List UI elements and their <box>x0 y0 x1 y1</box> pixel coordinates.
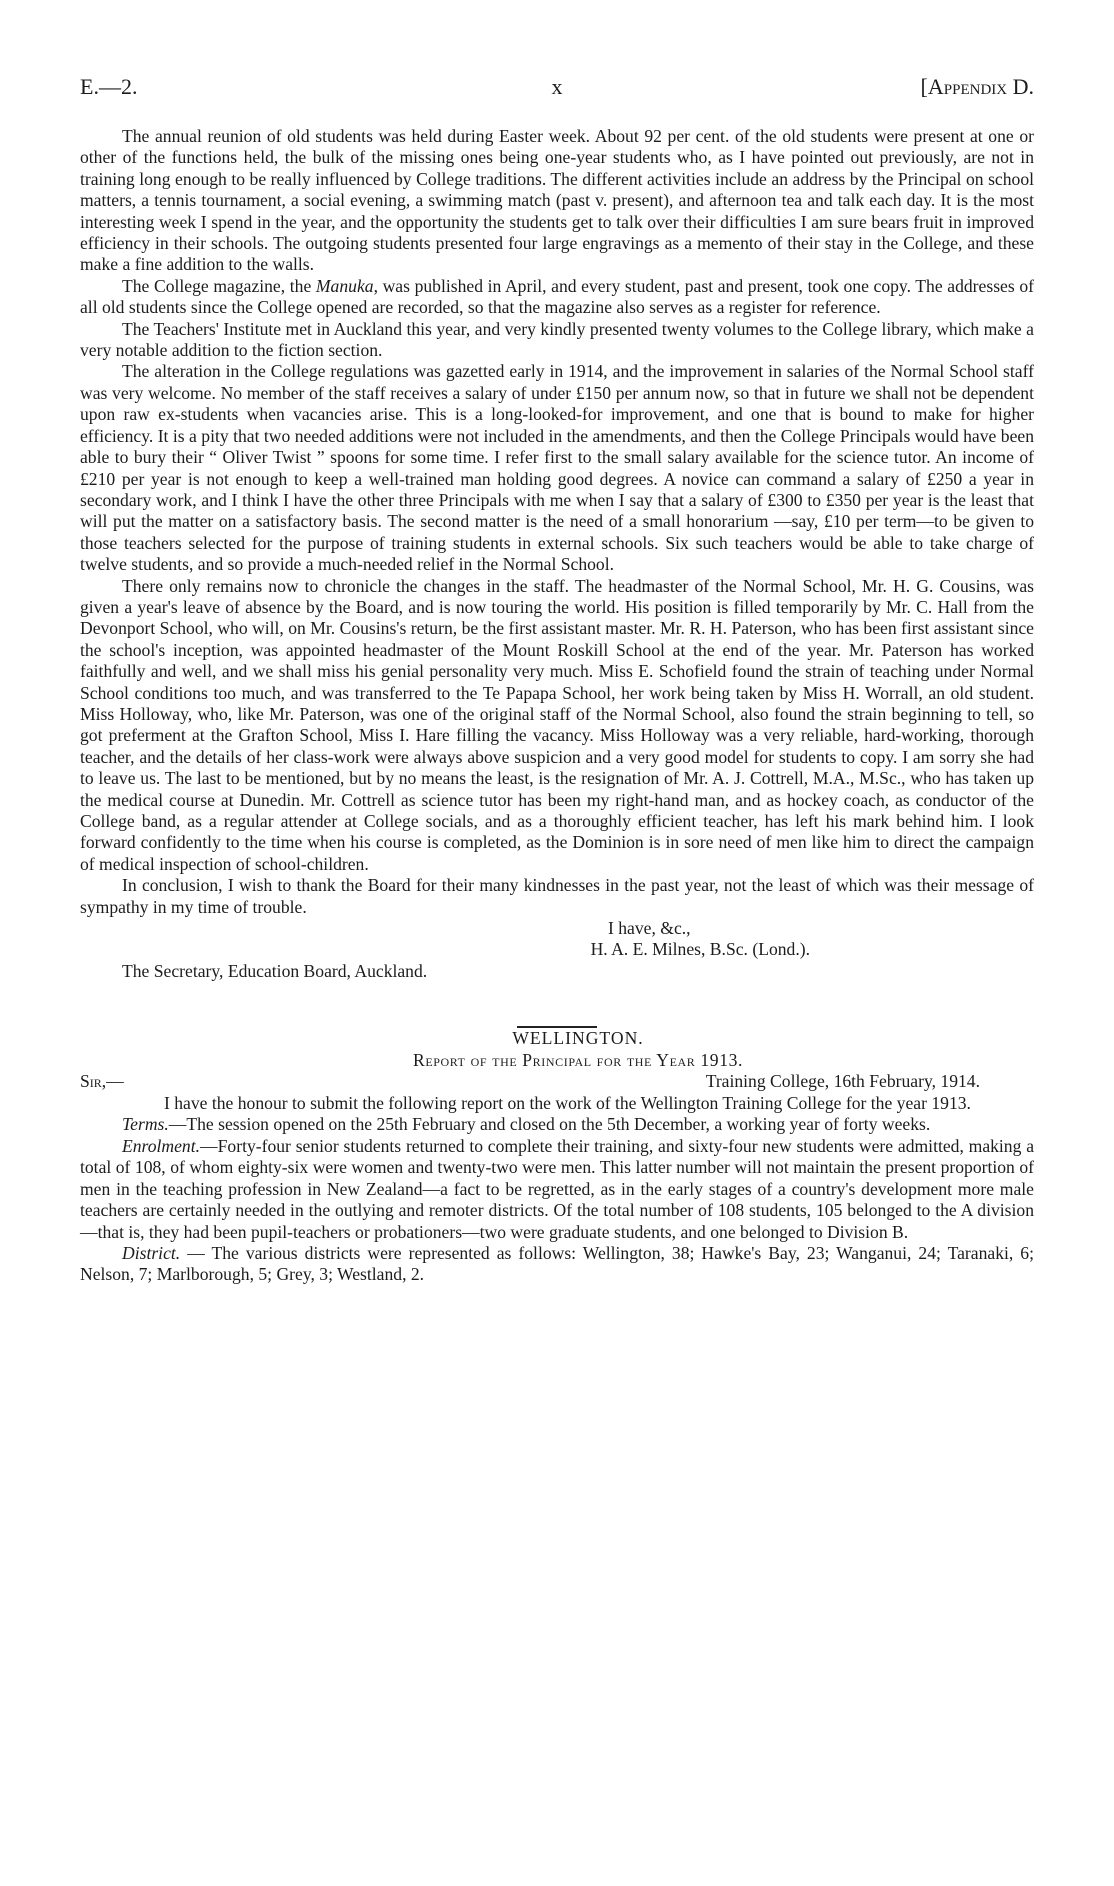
place-date: Training College, 16th February, 1914. <box>705 1071 980 1092</box>
page-header <box>80 74 1034 104</box>
section-heading-wellington: WELLINGTON. <box>512 1028 644 1049</box>
paragraph-enrolment <box>80 1136 1034 1243</box>
paragraph-magazine <box>80 276 1034 319</box>
closing-line: I have, &c., <box>608 918 691 939</box>
terms-label: Terms. <box>122 1114 169 1135</box>
signature-text: H. A. E. Milnes, B.Sc. (Lond.). <box>590 939 810 960</box>
paragraph-magazine-end: , was published in April, and every student, past and present, took one copy. The addresses of all old students since the College opened are recorded, so that the magazine also serves as a register for reference. <box>80 275 1034 318</box>
paragraph-intro: I have the honour to submit the following report on the work of the Wellington Training College for the year 1913. <box>164 1093 971 1114</box>
document-body <box>80 126 1034 1286</box>
paragraph-institute: The Teachers' Institute met in Auckland this year, and very kindly presented twenty volumes to the College library, which make a very notable addition to the fiction section. <box>80 318 1034 361</box>
report-title: Report of the Principal for the Year 1913. <box>412 1049 743 1070</box>
district-label: District. <box>122 1242 181 1263</box>
header-series-number: E.—2. <box>80 74 138 99</box>
paragraph-terms <box>80 1114 1034 1135</box>
addressee-line: The Secretary, Education Board, Auckland. <box>122 960 428 981</box>
salutation: Sir,— <box>80 1071 124 1092</box>
paragraph-regulations: The alteration in the College regulations was gazetted early in 1914, and the improvement in salaries of the Normal School staff was very welcome. No member of the staff receives a salary of under £150 per annum now, so that in future we shall not be dependent upon raw ex-students when vacancies arise. This is a long-looked-for improvement, and one that is bound to make for higher efficiency. It is a pity that two needed additions were not included in the amendments, and then the College Principals would have been able to bury their “ Oliver Twist ” spoons for some time. I refer first to the small salary available for the science tutor. An income of £210 per year is not enough to keep a well-trained man holding good degrees. A novice can command a salary of £250 a year in secondary work, and I think I have the other three Principals with me when I say that a salary of £300 to £350 per year is the least that will put the matter on a satisfactory basis. The second matter is the need of a small honorarium —say, £10 per term—to be given to those teachers selected for the purpose of training students in external schools. Six such teachers would be able to take charge of twelve students, and so provide a much-needed relief in the Normal School. <box>80 361 1034 575</box>
header-page-number: x <box>551 74 563 99</box>
district-text: — The various districts were represented as follows: Wellington, 38; Hawke's Bay, 23; Wanganui, 24; Taranaki, 6; Nelson, 7; Marlborough, 5; Grey, 3; Westland, 2. <box>80 1242 1034 1285</box>
paragraph-district <box>80 1243 1034 1286</box>
paragraph-reunion: The annual reunion of old students was held during Easter week. About 92 per cent. of the old students were present at one or other of the functions held, the bulk of the missing ones being one-year students who, as I have pointed out previously, are not in training long enough to be really influenced by College traditions. The different activities include an address by the Principal on school matters, a tennis tournament, a social evening, a swimming match (past v. present), and afternoon tea and talk each day. It is the most interesting week I spend in the year, and the opportunity the students get to talk over their difficulties I am sure bears fruit in improved efficiency in their schools. The outgoing students presented four large engravings as a memento of their stay in the College, and these make a fine addition to the walls. <box>80 126 1034 275</box>
paragraph-conclusion: In conclusion, I wish to thank the Board for their many kindnesses in the past year, not the least of which was their message of sympathy in my time of trouble. <box>80 875 1034 917</box>
paragraph-magazine-start: The College magazine, the <box>122 275 316 296</box>
terms-text: —The session opened on the 25th February and closed on the 5th December, a working year of forty weeks. <box>168 1114 931 1135</box>
salutation-row <box>80 1071 1034 1093</box>
magazine-title: Manuka <box>315 275 374 296</box>
header-appendix-label: [Appendix D. <box>920 74 1034 99</box>
enrolment-label: Enrolment. <box>122 1135 201 1156</box>
paragraph-staff-changes: There only remains now to chronicle the changes in the staff. The headmaster of the Normal School, Mr. H. G. Cousins, was given a year's leave of absence by the Board, and is now touring the world. His position is filled temporarily by Mr. C. Hall from the Devonport School, who will, on Mr. Cousins's return, be the first assistant master. Mr. R. H. Paterson, who has been first assistant since the school's inception, was appointed headmaster of the Mount Roskill School at the end of the year. Mr. Paterson has worked faithfully and well, and we shall miss his genial personality very much. Miss E. Schofield found the strain of teaching under Normal School conditions too much, and was transferred to the Te Papapa School, her work being taken by Miss H. Worrall, an old student. Miss Holloway, who, like Mr. Paterson, was one of the original staff of the Normal School, also found the strain beginning to tell, so got preferment at the Grafton School, Miss I. Hare filling the vacancy. Miss Holloway was a very reliable, hard-working, thorough teacher, and the details of her class-work were always above suspicion and a very good model for students to copy. I am sorry she had to leave us. The last to be mentioned, but by no means the least, is the resignation of Mr. A. J. Cottrell, M.A., M.Sc., who has taken up the medical course at Dunedin. Mr. Cottrell as science tutor has been my right-hand man, and as hockey coach, as conductor of the College band, as a regular attender at College socials, and as a thoroughly efficient teacher, has left his mark behind him. I look forward confidently to the time when his course is completed, as the Dominion is in sore need of men like him to direct the campaign of medical inspection of school-children. <box>80 575 1034 874</box>
signature <box>80 939 1034 960</box>
enrolment-text: —Forty-four senior students returned to complete their training, and sixty-four new students were admitted, making a total of 108, of whom eighty-six were women and twenty-two were men. This latter number will not maintain the present proportion of men in the teaching profession in New Zealand—a fact to be regretted, as in the early stages of a country's development more male teachers are certainly needed in the outlying and remoter districts. Of the total number of 108 students, 105 belonged to the A division—that is, they had been pupil-teachers or probationers—two were graduate students, and one belonged to Division B. <box>80 1135 1034 1242</box>
